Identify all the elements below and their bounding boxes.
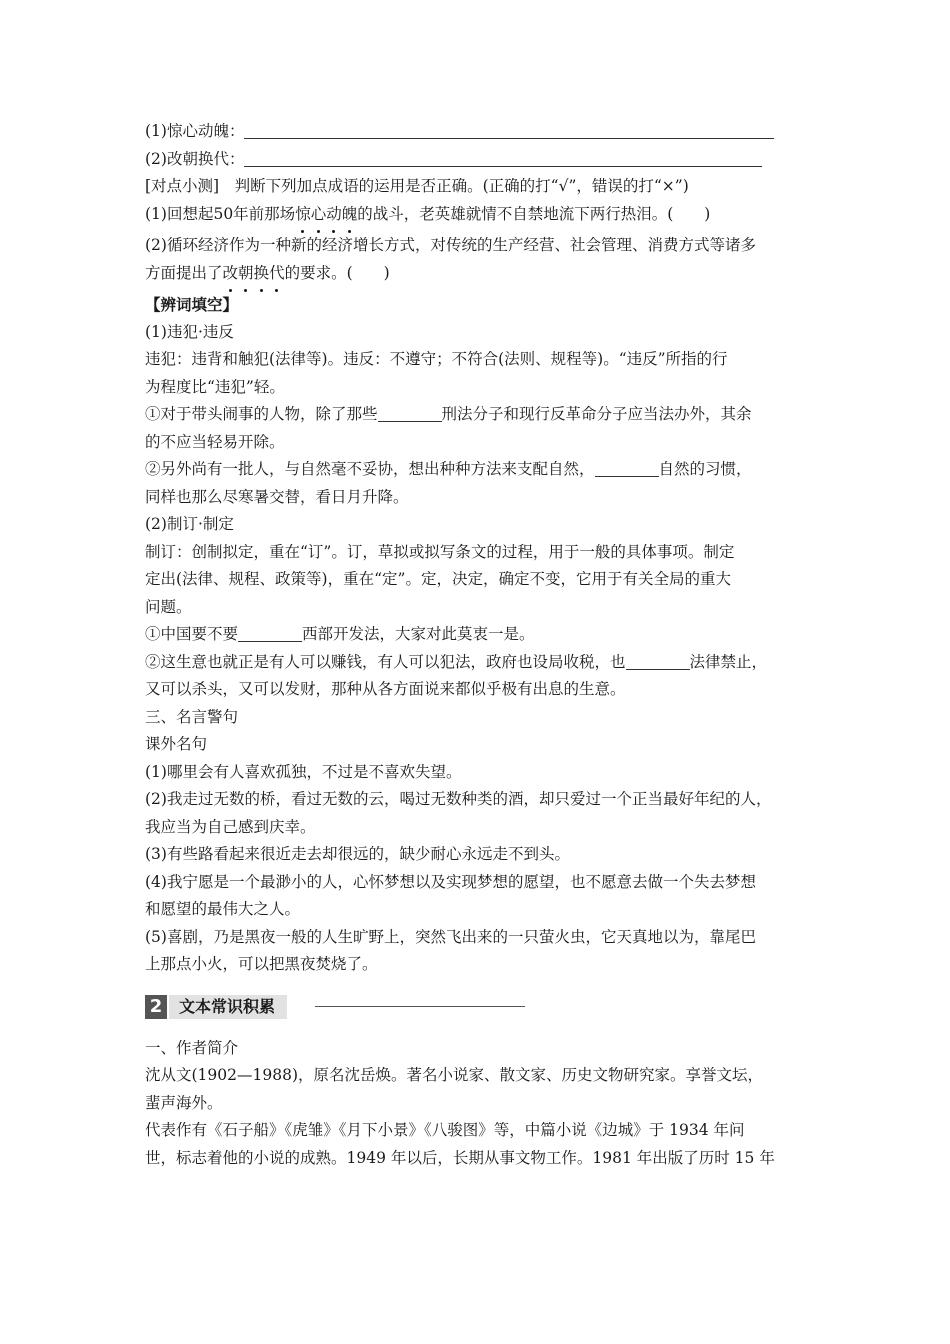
bianci-group2-sentence1 [145,621,815,649]
quote-2a: (2)我走过无数的桥，看过无数的云，喝过无数种类的酒，却只爱过一个正当最好年纪的人， [145,790,772,808]
section-title: 文本常识积累 [169,995,287,1019]
section-2-header [145,993,815,1023]
sentence-pre: ①中国要不要 [145,625,239,643]
quiz-question-2-line1: (2)循环经济作为一种新的经济增长方式，对传统的生产经营、社会管理、消费方式等诸多 [145,236,756,254]
bianci-group2-sentence2-cont: 又可以杀头，又可以发财，那种从各方面说来都似乎极有出息的生意。 [145,680,626,698]
author-heading: 一、作者简介 [145,1038,239,1057]
quote-2b: 我应当为自己感到庆幸。 [145,817,316,836]
marked-char: 魄 [342,201,358,229]
sentence-post: 法律禁止， [689,652,768,671]
quote-4b: 和愿望的最伟大之人。 [145,900,301,918]
document-page [145,118,815,1172]
marked-char: 心 [311,201,327,229]
fill-blank[interactable] [378,405,442,422]
bianci-group2-sentence2 [145,649,815,677]
quiz-q1-marked-idiom [295,205,357,223]
quote-5b: 上那点小火，可以把黑夜焚烧了。 [145,955,378,973]
quote-3: (3)有些路看起来很近走去却很远的，缺少耐心永远走不到头。 [145,845,570,863]
bianci-group2-title: (2)制订·制定 [145,515,234,533]
quiz-q2-marked-idiom [223,264,285,282]
section-header-rule [315,1006,525,1007]
idiom-line-1 [145,118,815,146]
bianci-group1-sentence1 [145,401,815,429]
quiz-q1-pre: (1)回想起50年前那场 [145,204,296,223]
idiom-fill-line-2[interactable] [244,150,762,167]
sentence-pre: ①对于带头闹事的人物，除了那些 [145,405,378,423]
marked-char: 代 [269,260,285,288]
idiom-label-1: (1)惊心动魄： [145,122,245,140]
quotes-heading: 三、名言警句 [145,707,239,726]
quote-5a: (5)喜剧，乃是黑夜一般的人生旷野上，突然飞出来的一只萤火虫，它天真地以为，靠尾巴 [145,927,756,946]
bianci-group1-def-1: 违犯：违背和触犯(法律等)。违反：不遵守；不符合(法则、规程等)。“违反”所指的行 [145,350,728,368]
author-para2-b: 世，标志着他的小说的成熟。1949 年以后，长期从事文物工作。1981 年出版了历时 15 年 [145,1148,775,1167]
idiom-line-2 [145,146,815,174]
sentence-post: 西部开发法，大家对此莫衷一是。 [302,625,535,643]
quiz-q1-post: 的战斗，老英雄就情不自禁地流下两行热泪。( ) [357,204,711,223]
section-number-badge: 2 [145,995,167,1019]
bianci-group1-def-2: 为程度比“违犯”轻。 [145,377,285,396]
quiz-heading: [对点小测] 判断下列加点成语的运用是否正确。(正确的打“√”，错误的打“×”) [145,177,689,195]
sentence-post: 自然的习惯， [658,460,752,478]
quote-1: (1)哪里会有人喜欢孤独，不过是不喜欢失望。 [145,762,462,781]
marked-char: 朝 [238,260,254,288]
fill-blank[interactable] [626,653,690,670]
bianci-group2-def-2: 定出(法律、规程、政策等)，重在“定”。定，决定，确定不变，它用于有关全局的重大 [145,570,731,588]
sentence-post: 刑法分子和现行反革命分子应当法办外，其余 [441,405,752,423]
bianci-group1-sentence2-cont: 同样也那么尽寒暑交替，看日月升降。 [145,487,409,506]
quiz-q2-pre: 方面提出了 [145,263,223,282]
bianci-group2-def-1: 制订：创制拟定，重在“订”。订，草拟或拟写条文的过程，用于一般的具体事项。制定 [145,542,735,561]
quiz-question-1 [145,201,815,229]
bianci-group1-sentence1-cont: 的不应当轻易开除。 [145,432,285,451]
author-para1-b: 蜚声海外。 [145,1093,223,1112]
idiom-fill-line-1[interactable] [244,122,774,139]
bianci-heading: 【辨词填空】 [145,295,239,314]
quotes-subheading: 课外名句 [145,735,208,753]
fill-blank[interactable] [595,460,659,477]
quiz-question-2-line2 [145,260,815,288]
marked-char: 换 [254,260,270,288]
sentence-pre: ②另外尚有一批人，与自然毫不妥协，想出种种方法来支配自然， [145,460,595,478]
author-para1-a: 沈从文(1902—1988)，原名沈岳焕。著名小说家、散文家、历史文物研究家。享誉文坛， [145,1066,763,1084]
author-para2-a: 代表作有《石子船》《虎雏》《月下小景》《八骏图》等，中篇小说《边城》于 1934 年问 [145,1121,745,1139]
quiz-q2-post: 的要求。( ) [284,263,390,282]
bianci-group1-sentence2 [145,456,815,484]
bianci-group2-def-3: 问题。 [145,597,192,616]
idiom-label-2: (2)改朝换代： [145,149,245,168]
quote-4a: (4)我宁愿是一个最渺小的人，心怀梦想以及实现梦想的愿望，也不愿意去做一个失去梦想 [145,872,756,891]
sentence-pre: ②这生意也就正是有人可以赚钱，有人可以犯法，政府也设局收税，也 [145,652,626,671]
marked-char: 动 [326,201,342,229]
bianci-group1-title: (1)违犯·违反 [145,322,234,341]
marked-char: 改 [223,260,239,288]
marked-char: 惊 [295,201,311,229]
fill-blank[interactable] [238,625,302,642]
